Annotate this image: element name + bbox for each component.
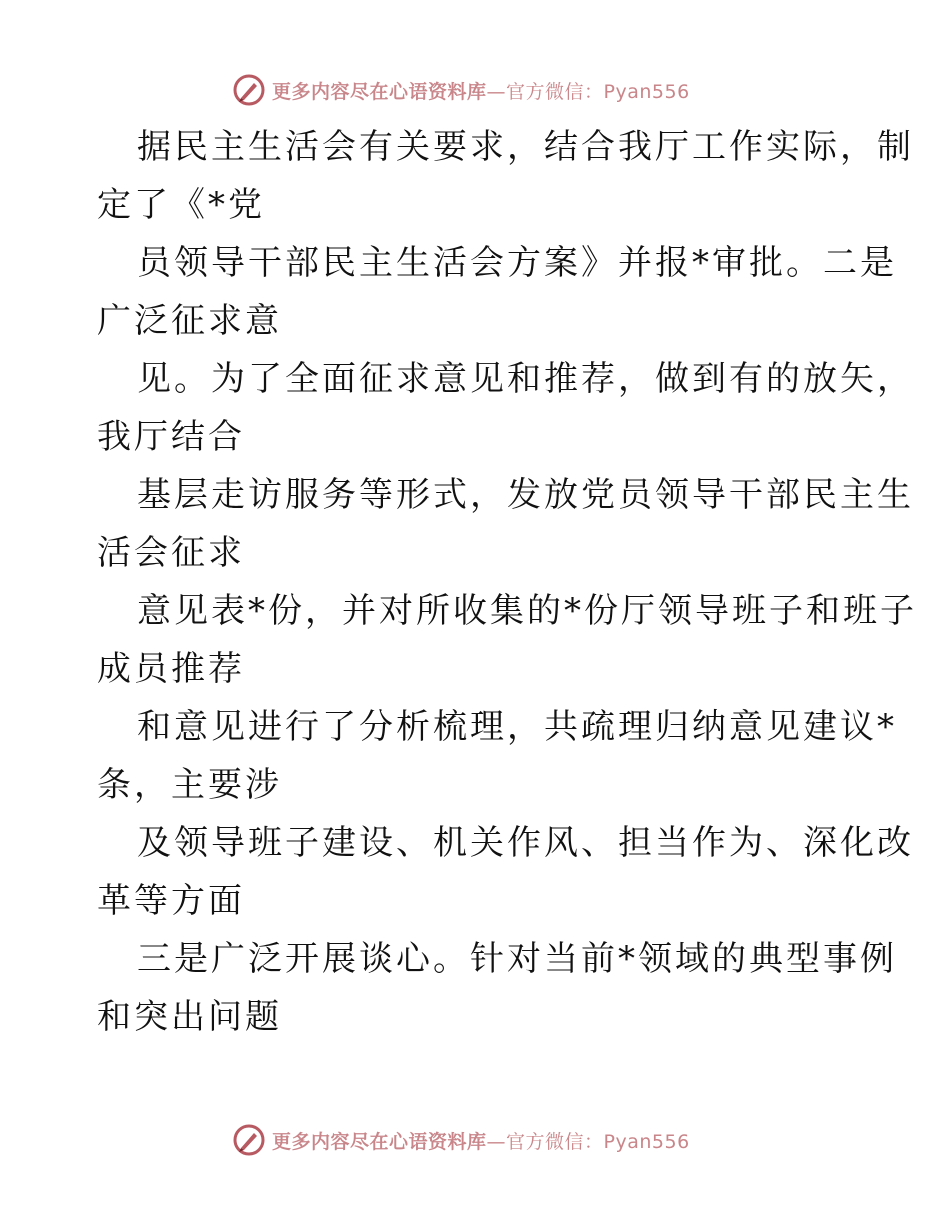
- watermark-contact: 官方微信：Pyan556: [506, 1130, 690, 1153]
- watermark-text: [272, 1127, 690, 1154]
- text-line: 意见表*份，并对所收集的*份厅领导班子和班子: [137, 591, 917, 631]
- text-line: 活会征求: [97, 533, 245, 573]
- text-line: 广泛征求意: [97, 301, 282, 341]
- pen-logo-icon: [232, 73, 266, 107]
- watermark-dash: —: [486, 1130, 507, 1153]
- text-line: 和突出问题: [97, 997, 282, 1037]
- text-line: 三是广泛开展谈心。针对当前*领域的典型事例: [137, 939, 897, 979]
- text-line: 员领导干部民主生活会方案》并报*审批。二是: [137, 243, 897, 283]
- text-line: 据民主生活会有关要求，结合我厅工作实际，制: [137, 127, 914, 167]
- text-line: 基层走访服务等形式，发放党员领导干部民主生: [137, 475, 914, 515]
- text-line: 我厅结合: [97, 417, 245, 457]
- text-line: 和意见进行了分析梳理，共疏理归纳意见建议*: [137, 707, 897, 747]
- header-watermark: [232, 70, 752, 110]
- text-line: 成员推荐: [97, 649, 245, 689]
- pen-logo-icon: [232, 1123, 266, 1157]
- watermark-dash: —: [486, 80, 507, 103]
- text-line: 革等方面: [97, 881, 245, 921]
- footer-watermark: [232, 1120, 752, 1160]
- watermark-brand: 更多内容尽在心语资料库: [272, 80, 487, 103]
- text-line: 见。为了全面征求意见和推荐，做到有的放矢，: [137, 359, 914, 399]
- text-line: 条，主要涉: [97, 765, 282, 805]
- watermark-brand: 更多内容尽在心语资料库: [272, 1130, 487, 1153]
- watermark-text: [272, 77, 690, 104]
- watermark-contact: 官方微信：Pyan556: [506, 80, 690, 103]
- document-body: [97, 118, 917, 1046]
- text-line: 及领导班子建设、机关作风、担当作为、深化改: [137, 823, 914, 863]
- text-line: 定了《*党: [97, 185, 265, 225]
